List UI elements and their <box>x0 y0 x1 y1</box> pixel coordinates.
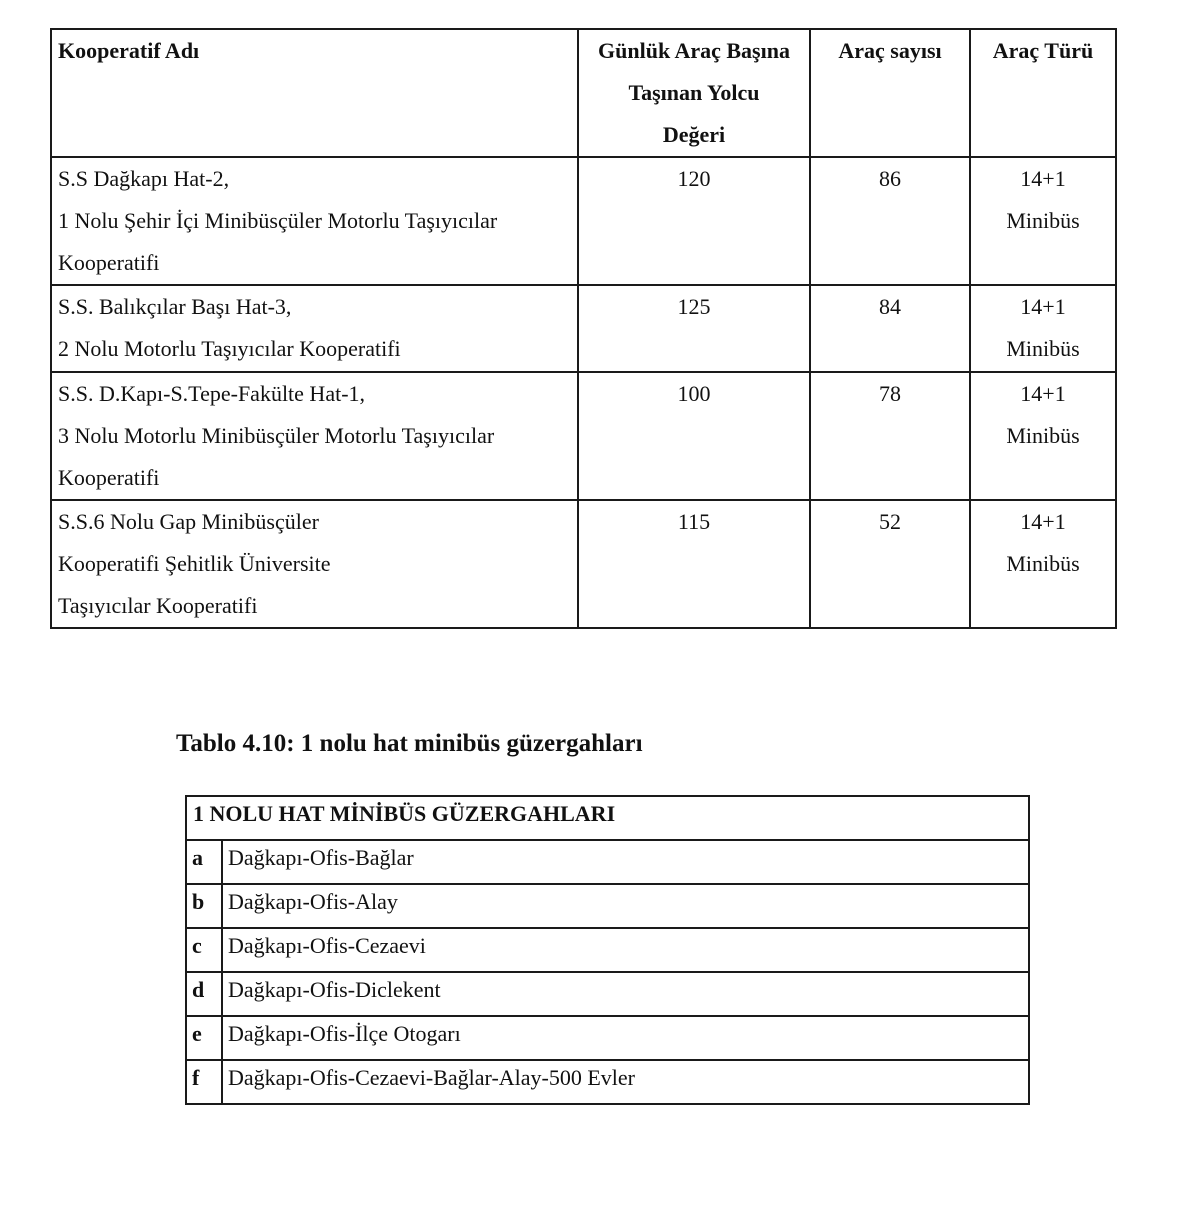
route-letter: c <box>186 928 222 972</box>
route-letter: e <box>186 1016 222 1060</box>
name-line: 2 Nolu Motorlu Taşıyıcılar Kooperatifi <box>58 336 401 361</box>
vehicle-count-cell: 52 <box>810 500 970 628</box>
name-line: 3 Nolu Motorlu Minibüsçüler Motorlu Taşıyıcılar <box>58 423 495 448</box>
type-line: 14+1 <box>1020 509 1066 534</box>
route-letter: a <box>186 840 222 884</box>
name-line: S.S Dağkapı Hat-2, <box>58 166 230 191</box>
header-line: Değeri <box>662 122 726 147</box>
table-row <box>186 884 1029 928</box>
route-name: Dağkapı-Ofis-Bağlar <box>222 840 1029 884</box>
table-row <box>51 285 1116 372</box>
route-name: Dağkapı-Ofis-Cezaevi <box>222 928 1029 972</box>
type-line: 14+1 <box>1020 294 1066 319</box>
cooperative-name-cell <box>51 372 578 500</box>
vehicle-count-cell: 78 <box>810 372 970 500</box>
route-letter: b <box>186 884 222 928</box>
type-line: Minibüs <box>1006 551 1080 576</box>
table-row <box>186 972 1029 1016</box>
route-name: Dağkapı-Ofis-Cezaevi-Bağlar-Alay-500 Evler <box>222 1060 1029 1104</box>
name-line: Kooperatifi <box>58 250 160 275</box>
table-row <box>186 1060 1029 1104</box>
vehicle-type-cell <box>970 157 1116 285</box>
route-name: Dağkapı-Ofis-Alay <box>222 884 1029 928</box>
header-passengers <box>578 29 810 157</box>
cooperatives-table <box>50 28 1117 629</box>
table-caption: Tablo 4.10: 1 nolu hat minibüs güzergahları <box>176 730 643 757</box>
type-line: Minibüs <box>1006 423 1080 448</box>
table-row <box>51 157 1116 285</box>
cooperative-name-cell <box>51 500 578 628</box>
cooperative-name-cell <box>51 157 578 285</box>
vehicle-count-cell: 86 <box>810 157 970 285</box>
table-row <box>51 500 1116 628</box>
header-vehicle-count: Araç sayısı <box>810 29 970 157</box>
routes-header-row <box>186 796 1029 840</box>
route-name: Dağkapı-Ofis-Diclekent <box>222 972 1029 1016</box>
routes-header: 1 NOLU HAT MİNİBÜS GÜZERGAHLARI <box>186 796 1029 840</box>
type-line: 14+1 <box>1020 381 1066 406</box>
route-letter: f <box>186 1060 222 1104</box>
vehicle-type-cell <box>970 500 1116 628</box>
route-name: Dağkapı-Ofis-İlçe Otogarı <box>222 1016 1029 1060</box>
cooperative-name-cell <box>51 285 578 372</box>
table-row <box>186 1016 1029 1060</box>
name-line: Taşıyıcılar Kooperatifi <box>58 593 258 618</box>
vehicle-type-cell <box>970 285 1116 372</box>
name-line: Kooperatifi <box>58 465 160 490</box>
table-header-row <box>51 29 1116 157</box>
vehicle-type-cell <box>970 372 1116 500</box>
route-letter: d <box>186 972 222 1016</box>
header-line: Günlük Araç Başına <box>598 38 790 63</box>
name-line: S.S. D.Kapı-S.Tepe-Fakülte Hat-1, <box>58 381 366 406</box>
vehicle-count-cell: 84 <box>810 285 970 372</box>
header-cooperative-name: Kooperatif Adı <box>51 29 578 157</box>
table-row <box>186 840 1029 884</box>
type-line: Minibüs <box>1006 336 1080 361</box>
type-line: Minibüs <box>1006 208 1080 233</box>
type-line: 14+1 <box>1020 166 1066 191</box>
passengers-cell: 115 <box>578 500 810 628</box>
header-line: Taşınan Yolcu <box>628 80 760 105</box>
passengers-cell: 100 <box>578 372 810 500</box>
table-row <box>186 928 1029 972</box>
name-line: S.S.6 Nolu Gap Minibüsçüler <box>58 509 319 534</box>
passengers-cell: 125 <box>578 285 810 372</box>
name-line: 1 Nolu Şehir İçi Minibüsçüler Motorlu Taşıyıcılar <box>58 208 498 233</box>
passengers-cell: 120 <box>578 157 810 285</box>
name-line: S.S. Balıkçılar Başı Hat-3, <box>58 294 292 319</box>
routes-table <box>185 795 1030 1105</box>
name-line: Kooperatifi Şehitlik Üniversite <box>58 551 331 576</box>
header-vehicle-type: Araç Türü <box>970 29 1116 157</box>
table-row <box>51 372 1116 500</box>
